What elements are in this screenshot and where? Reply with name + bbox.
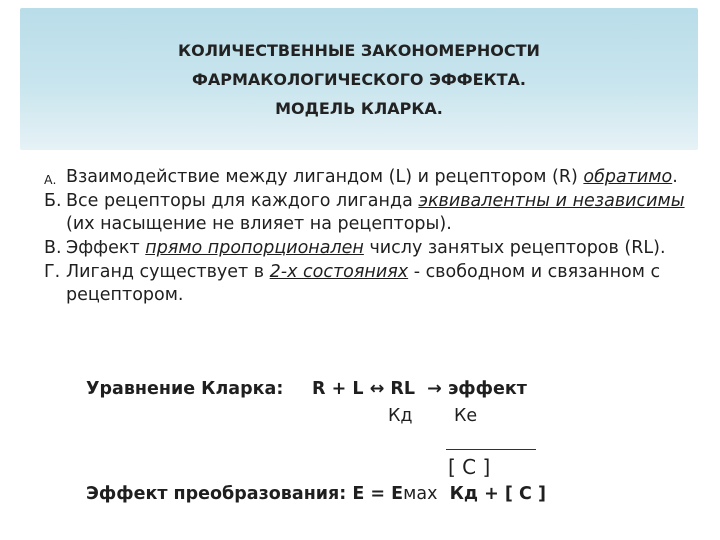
- fraction-numerator: [ C ]: [448, 455, 491, 479]
- right-arrow-icon: →: [427, 379, 442, 399]
- title-line-1: КОЛИЧЕСТВЕННЫЕ ЗАКОНОМЕРНОСТИ: [178, 41, 540, 60]
- list-item-a: [44, 166, 704, 189]
- item-text-end: числу занятых рецепторов (RL).: [363, 238, 666, 258]
- item-emphasis: 2-х состояниях: [269, 262, 409, 282]
- list-item-v: [44, 237, 704, 260]
- item-text: Взаимодействие между лигандом (L) и рецептором (R): [66, 167, 584, 187]
- ke-constant: Ке: [454, 406, 478, 426]
- equation-effect: эффект: [447, 379, 527, 399]
- item-emphasis: эквивалентны и независимы: [418, 191, 685, 211]
- list-item-g: [44, 261, 704, 307]
- kd-constant: Кд: [388, 406, 413, 426]
- list-item-b: [44, 190, 704, 236]
- transform-emax: мах: [403, 484, 438, 504]
- item-emphasis: обратимо: [583, 167, 673, 187]
- clark-equation-label: Уравнение Кларка:: [86, 379, 284, 399]
- item-text: Все рецепторы для каждого лиганда: [66, 191, 419, 211]
- item-marker: Г.: [44, 262, 61, 282]
- title-line-3: МОДЕЛЬ КЛАРКА.: [275, 99, 443, 118]
- transform-kd: Кд: [449, 484, 479, 504]
- item-text: Лиганд существует в: [66, 262, 270, 282]
- transform-label: Эффект преобразования:: [86, 484, 347, 504]
- item-emphasis: прямо пропорционален: [145, 238, 364, 258]
- clark-equation: [312, 379, 527, 399]
- title-line-2: ФАРМАКОЛОГИЧЕСКОГО ЭФФЕКТА.: [192, 70, 526, 89]
- transform-equation: [86, 484, 546, 504]
- transform-denominator-rest: + [ С ]: [484, 484, 546, 504]
- equation-complex: RL: [390, 379, 415, 399]
- item-text-end: (их насыщение не влияет на рецепторы).: [66, 214, 452, 234]
- item-text: Эффект: [66, 238, 146, 258]
- reversible-arrow-icon: ↔: [369, 379, 385, 399]
- item-text-end: - свободном и связанном с рецептором.: [66, 262, 661, 305]
- fraction-line: [446, 449, 536, 450]
- transform-e: Е = Е: [352, 484, 404, 504]
- item-text-end: .: [672, 167, 678, 187]
- item-marker: Б.: [44, 191, 62, 211]
- equation-lhs: R + L: [312, 379, 364, 399]
- slide-title: [20, 36, 698, 123]
- item-marker: В.: [44, 238, 62, 258]
- item-marker: А.: [44, 172, 57, 187]
- postulates-list: [44, 166, 704, 308]
